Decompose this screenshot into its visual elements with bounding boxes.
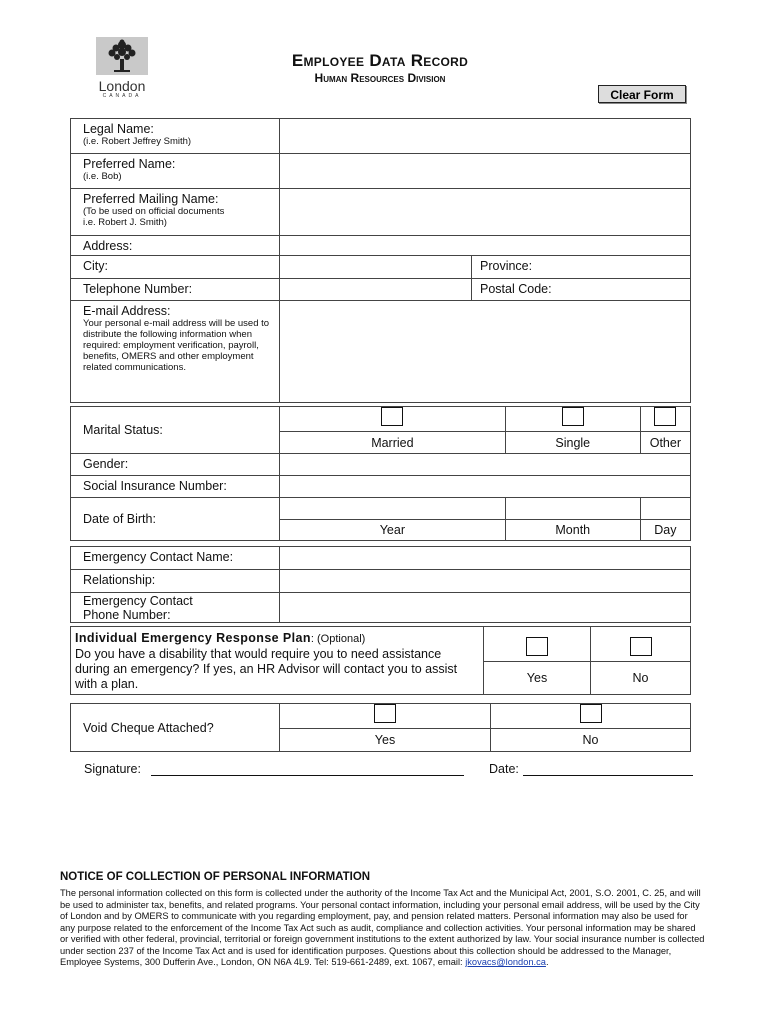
plan-no-label: No — [591, 662, 691, 695]
emergency-name-field[interactable] — [280, 547, 691, 570]
signature-field[interactable] — [151, 775, 464, 776]
tree-logo-icon — [96, 37, 148, 75]
notice-title: NOTICE OF COLLECTION OF PERSONAL INFORMATION — [60, 871, 371, 883]
emergency-phone-label: Emergency Contact Phone Number: — [71, 593, 280, 623]
single-checkbox[interactable] — [562, 407, 584, 426]
single-label: Single — [505, 432, 640, 454]
sin-field[interactable] — [280, 476, 691, 498]
plan-yes-label: Yes — [484, 662, 591, 695]
emergency-plan-title: Individual Emergency Response Plan — [75, 631, 311, 645]
address-field[interactable] — [280, 236, 691, 256]
address-label: Address: — [71, 236, 280, 256]
date-label: Date: — [489, 762, 519, 776]
void-cheque-label: Void Cheque Attached? — [71, 704, 280, 752]
emergency-phone-field[interactable] — [280, 593, 691, 623]
dob-month-field[interactable] — [505, 498, 640, 520]
preferred-name-label: Preferred Name: (i.e. Bob) — [71, 154, 280, 189]
postal-code-label[interactable]: Postal Code: — [472, 279, 691, 301]
emergency-plan-table — [70, 626, 691, 695]
relationship-field[interactable] — [280, 570, 691, 593]
sin-label: Social Insurance Number: — [71, 476, 280, 498]
other-label: Other — [640, 432, 690, 454]
email-field[interactable] — [280, 301, 691, 403]
day-label: Day — [640, 520, 690, 541]
year-label: Year — [280, 520, 506, 541]
form-title: Employee Data Record — [291, 51, 469, 70]
personal-info-table — [70, 118, 691, 403]
emergency-contact-table — [70, 546, 691, 623]
dob-year-field[interactable] — [280, 498, 506, 520]
preferred-name-field[interactable] — [280, 154, 691, 189]
month-label: Month — [505, 520, 640, 541]
personal-status-table — [70, 406, 691, 541]
form-subtitle: Human Resources Division — [314, 71, 446, 85]
province-label[interactable]: Province: — [472, 256, 691, 279]
signature-label: Signature: — [84, 762, 141, 776]
gender-label: Gender: — [71, 454, 280, 476]
dob-day-field[interactable] — [640, 498, 690, 520]
marital-status-label: Marital Status: — [71, 407, 280, 454]
relationship-label: Relationship: — [71, 570, 280, 593]
logo-name: London — [98, 78, 146, 94]
cheque-no-checkbox[interactable] — [580, 704, 602, 723]
telephone-label: Telephone Number: — [71, 279, 280, 301]
cheque-yes-label: Yes — [280, 729, 491, 752]
gender-field[interactable] — [280, 454, 691, 476]
cheque-no-label: No — [491, 729, 691, 752]
email-label: E-mail Address: Your personal e-mail address will be used to distribute the following information when required: employment verification, payroll, benefits, OMERS and other employment related communications. — [71, 301, 280, 403]
married-label: Married — [280, 432, 506, 454]
legal-name-field[interactable] — [280, 119, 691, 154]
mailing-name-label: Preferred Mailing Name: (To be used on official documents i.e. Robert J. Smith) — [71, 189, 280, 236]
city-label: City: — [71, 256, 280, 279]
notice-body: The personal information collected on this form is collected under the authority of the Income Tax Act and the Municipal Act, 2001, S.O. 2001, C. 25, and will be used to administer tax, benefits, and related programs. Your personal contact information, including your personal email address, will be used by the City of London and by OMERS to communicate with you regarding employment, pay, and pension related matters. Personal information may also be used for any purpose related to the enforcement of the Income Tax Act such as audit, compliance and collection activities. Your personal information may be shared or verified with other federal, provincial, territorial or foreign government institutions to the extent authorized by law. Your social insurance number is collected under section 237 of the Income Tax Act and is used for identification purposes. Questions about this collection should be addressed to the Manager, Employee Systems, 300 Dufferin Ave., London, ON N6A 4L9. Tel: 519-661-2489, ext. 1067, email: jkovacs@london.ca. — [60, 888, 705, 967]
plan-no-checkbox[interactable] — [630, 637, 652, 656]
cheque-yes-checkbox[interactable] — [374, 704, 396, 723]
emergency-plan-question: Do you have a disability that would require you to need assistance during an emergency? If yes, an HR Advisor will contact you to assist with a plan. — [75, 647, 458, 691]
date-field[interactable] — [523, 775, 693, 776]
emergency-plan-text: Individual Emergency Response Plan: (Optional) Do you have a disability that would require you to need assistance during an emergency? If yes, an HR Advisor will contact you to assist with a plan. — [71, 627, 484, 695]
telephone-field[interactable] — [280, 279, 472, 301]
legal-name-label: Legal Name: (i.e. Robert Jeffrey Smith) — [71, 119, 280, 154]
other-checkbox[interactable] — [654, 407, 676, 426]
logo-subtext: CANADA — [102, 93, 142, 99]
city-field[interactable] — [280, 256, 472, 279]
emergency-name-label: Emergency Contact Name: — [71, 547, 280, 570]
dob-label: Date of Birth: — [71, 498, 280, 541]
clear-form-button[interactable]: Clear Form — [598, 85, 686, 103]
void-cheque-table — [70, 703, 691, 752]
plan-yes-checkbox[interactable] — [526, 637, 548, 656]
mailing-name-field[interactable] — [280, 189, 691, 236]
notice-email-link[interactable]: jkovacs@london.ca — [465, 957, 546, 967]
married-checkbox[interactable] — [381, 407, 403, 426]
